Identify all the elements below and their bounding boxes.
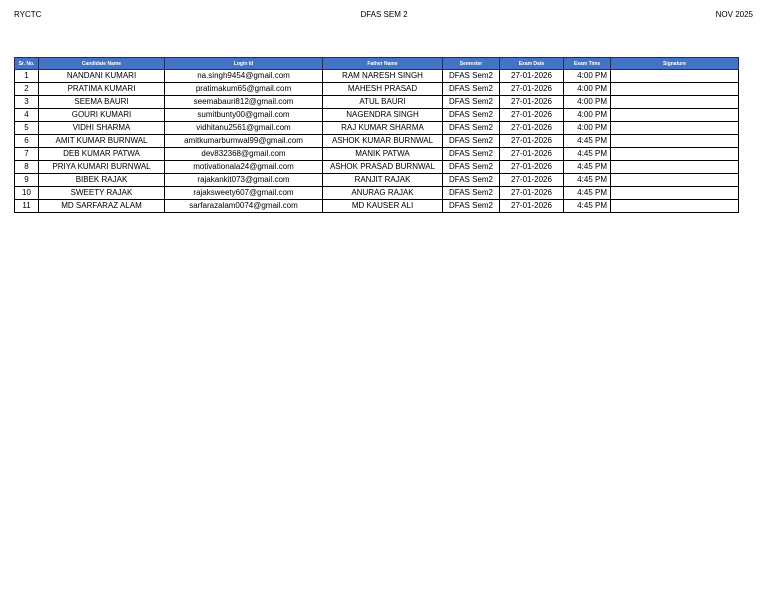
table-row (15, 122, 739, 135)
father-name-cell: MANIK PATWA (323, 148, 443, 161)
sr-no-cell: 11 (15, 200, 39, 213)
candidate-name-cell: PRIYA KUMARI BURNWAL (39, 161, 165, 174)
exam-time-cell: 4:00 PM (564, 96, 611, 109)
exam-date-cell: 27-01-2026 (500, 200, 564, 213)
exam-time-cell: 4:45 PM (564, 187, 611, 200)
semester-cell: DFAS Sem2 (443, 109, 500, 122)
sr-no-cell: 6 (15, 135, 39, 148)
semester-cell: DFAS Sem2 (443, 83, 500, 96)
column-header-login-id: Login Id (165, 58, 323, 70)
semester-cell: DFAS Sem2 (443, 161, 500, 174)
column-header-exam-time: Exam Time (564, 58, 611, 70)
signature-cell (611, 200, 739, 213)
exam-date-cell: 27-01-2026 (500, 161, 564, 174)
table-row (15, 83, 739, 96)
column-header-father-name: Father Name (323, 58, 443, 70)
candidate-name-cell: VIDHI SHARMA (39, 122, 165, 135)
sr-no-cell: 10 (15, 187, 39, 200)
semester-cell: DFAS Sem2 (443, 148, 500, 161)
sr-no-cell: 8 (15, 161, 39, 174)
column-header-candidate-name: Candidate Name (39, 58, 165, 70)
login-id-cell: amitkumarburnwal99@gmail.com (165, 135, 323, 148)
exam-time-cell: 4:00 PM (564, 122, 611, 135)
login-id-cell: motivationala24@gmail.com (165, 161, 323, 174)
signature-cell (611, 70, 739, 83)
document-title: DFAS SEM 2 (360, 10, 408, 19)
login-id-cell: dev832368@gmail.com (165, 148, 323, 161)
sr-no-cell: 4 (15, 109, 39, 122)
exam-date-cell: 27-01-2026 (500, 135, 564, 148)
exam-time-cell: 4:45 PM (564, 174, 611, 187)
login-id-cell: na.singh9454@gmail.com (165, 70, 323, 83)
father-name-cell: ASHOK PRASAD BURNWAL (323, 161, 443, 174)
father-name-cell: ATUL BAURI (323, 96, 443, 109)
exam-time-cell: 4:45 PM (564, 161, 611, 174)
exam-date-cell: 27-01-2026 (500, 96, 564, 109)
candidate-name-cell: SWEETY RAJAK (39, 187, 165, 200)
column-header-exam-date: Exam Date (500, 58, 564, 70)
sr-no-cell: 1 (15, 70, 39, 83)
father-name-cell: MD KAUSER ALI (323, 200, 443, 213)
candidate-name-cell: BIBEK RAJAK (39, 174, 165, 187)
sr-no-cell: 7 (15, 148, 39, 161)
column-header-signature: Signature (611, 58, 739, 70)
candidate-name-cell: NANDANI KUMARI (39, 70, 165, 83)
semester-cell: DFAS Sem2 (443, 135, 500, 148)
father-name-cell: MAHESH PRASAD (323, 83, 443, 96)
exam-date-cell: 27-01-2026 (500, 148, 564, 161)
signature-cell (611, 83, 739, 96)
exam-date-cell: 27-01-2026 (500, 83, 564, 96)
exam-date-cell: 27-01-2026 (500, 122, 564, 135)
login-id-cell: sumitbunty00@gmail.com (165, 109, 323, 122)
table-row (15, 70, 739, 83)
candidate-name-cell: PRATIMA KUMARI (39, 83, 165, 96)
exam-date-cell: 27-01-2026 (500, 70, 564, 83)
login-id-cell: pratimakum65@gmail.com (165, 83, 323, 96)
exam-time-cell: 4:00 PM (564, 83, 611, 96)
father-name-cell: RAM NARESH SINGH (323, 70, 443, 83)
father-name-cell: NAGENDRA SINGH (323, 109, 443, 122)
table-row (15, 161, 739, 174)
session-label: NOV 2025 (715, 10, 753, 19)
table-row (15, 200, 739, 213)
sr-no-cell: 2 (15, 83, 39, 96)
login-id-cell: seemabauri812@gmail.com (165, 96, 323, 109)
table-row (15, 187, 739, 200)
table-body (15, 70, 739, 213)
exam-date-cell: 27-01-2026 (500, 109, 564, 122)
table-row (15, 109, 739, 122)
father-name-cell: ASHOK KUMAR BURNWAL (323, 135, 443, 148)
candidate-name-cell: SEEMA BAURI (39, 96, 165, 109)
exam-time-cell: 4:45 PM (564, 200, 611, 213)
candidate-name-cell: MD SARFARAZ ALAM (39, 200, 165, 213)
exam-roster-table (14, 57, 739, 213)
semester-cell: DFAS Sem2 (443, 200, 500, 213)
sr-no-cell: 5 (15, 122, 39, 135)
semester-cell: DFAS Sem2 (443, 96, 500, 109)
candidate-name-cell: DEB KUMAR PATWA (39, 148, 165, 161)
father-name-cell: ANURAG RAJAK (323, 187, 443, 200)
signature-cell (611, 187, 739, 200)
semester-cell: DFAS Sem2 (443, 174, 500, 187)
exam-time-cell: 4:00 PM (564, 70, 611, 83)
exam-time-cell: 4:45 PM (564, 148, 611, 161)
exam-date-cell: 27-01-2026 (500, 174, 564, 187)
column-header-semester: Semester (443, 58, 500, 70)
exam-time-cell: 4:00 PM (564, 109, 611, 122)
signature-cell (611, 122, 739, 135)
signature-cell (611, 96, 739, 109)
father-name-cell: RAJ KUMAR SHARMA (323, 122, 443, 135)
signature-cell (611, 135, 739, 148)
table-row (15, 148, 739, 161)
candidate-name-cell: GOURI KUMARI (39, 109, 165, 122)
table-header-row (15, 58, 739, 70)
signature-cell (611, 109, 739, 122)
institute-name: RYCTC (14, 10, 42, 19)
father-name-cell: RANJIT RAJAK (323, 174, 443, 187)
table-row (15, 96, 739, 109)
login-id-cell: sarfarazalam0074@gmail.com (165, 200, 323, 213)
semester-cell: DFAS Sem2 (443, 70, 500, 83)
exam-date-cell: 27-01-2026 (500, 187, 564, 200)
signature-cell (611, 174, 739, 187)
table-row (15, 174, 739, 187)
table-row (15, 135, 739, 148)
login-id-cell: rajakankit073@gmail.com (165, 174, 323, 187)
semester-cell: DFAS Sem2 (443, 122, 500, 135)
sr-no-cell: 3 (15, 96, 39, 109)
sr-no-cell: 9 (15, 174, 39, 187)
column-header-sr-no: Sr. No. (15, 58, 39, 70)
login-id-cell: vidhitanu2561@gmail.com (165, 122, 323, 135)
login-id-cell: rajaksweety607@gmail.com (165, 187, 323, 200)
signature-cell (611, 148, 739, 161)
candidate-name-cell: AMIT KUMAR BURNWAL (39, 135, 165, 148)
semester-cell: DFAS Sem2 (443, 187, 500, 200)
exam-time-cell: 4:45 PM (564, 135, 611, 148)
signature-cell (611, 161, 739, 174)
